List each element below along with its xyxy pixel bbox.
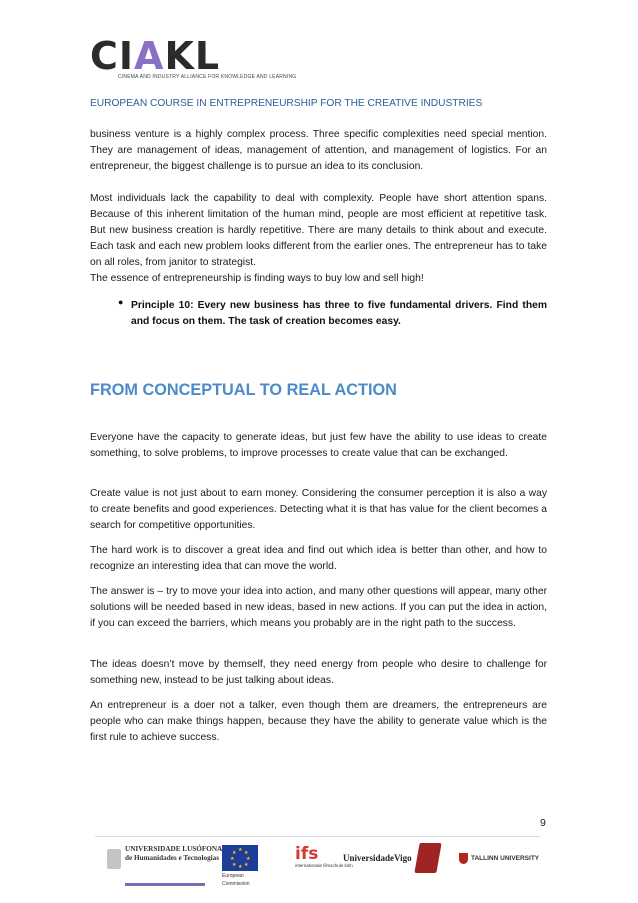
paragraph: The answer is – try to move your idea into action, and many other questions will appear, many other solutions will be needed based in new ideas, based in new actions. If you can put the idea in action, if you can exceed the barriers, which means you probably are in the right path to the success. xyxy=(90,586,547,629)
section1-paragraph-1 xyxy=(90,127,547,175)
paragraph: Everyone have the capacity to generate ideas, but just few have the ability to use ideas to create something, to solve problems, to improve processes to create value that can be exchanged. xyxy=(90,432,547,459)
lusofona-logo: UNIVERSIDADE LUSÓFONA de Humanidades e Tecnologias xyxy=(125,845,235,863)
section2-paragraph-3 xyxy=(90,543,547,575)
ifs-logo: ifs internationale filmschule köln xyxy=(295,844,353,868)
section1-paragraph-3 xyxy=(90,271,547,287)
section2-paragraph-6 xyxy=(90,698,547,746)
paragraph: The ideas doesn’t move by themself, they need energy from people who desire to challenge for something new, instead to be just talking about ideas. xyxy=(90,659,547,686)
european-commission-logo: ★ ★ ★ ★ ★ ★ ★ ★ European Commission xyxy=(222,845,262,887)
section2-paragraph-5 xyxy=(90,657,547,689)
divider xyxy=(125,883,205,886)
section1-paragraph-2 xyxy=(90,191,547,271)
partner-logos-footer xyxy=(95,836,540,893)
paragraph: An entrepreneur is a doer not a talker, even though them are dreamers, the entrepreneurs are people who can make things happen, because they have the ability to generate value which is the first rule to achieve success. xyxy=(90,700,547,743)
section2-paragraph-4 xyxy=(90,584,547,632)
course-title: EUROPEAN COURSE IN ENTREPRENEURSHIP FOR THE CREATIVE INDUSTRIES xyxy=(90,98,483,109)
tallinn-logo: TALLINN UNIVERSITY xyxy=(459,853,539,864)
section2-paragraph-2 xyxy=(90,486,547,534)
eu-flag-icon: ★ ★ ★ ★ ★ ★ ★ ★ xyxy=(222,845,258,871)
vigo-logo: UniversidadeVigo xyxy=(343,853,412,863)
section2-paragraph-1 xyxy=(90,430,547,462)
film-icon xyxy=(414,843,441,873)
page-number: 9 xyxy=(540,817,546,829)
section-heading: FROM CONCEPTUAL TO REAL ACTION xyxy=(90,381,397,399)
logo-tagline: CINEMA AND INDUSTRY ALLIANCE FOR KNOWLEDGE AND LEARNING xyxy=(118,74,297,80)
header-logo xyxy=(90,36,296,80)
ciakl-logo: CIAKL xyxy=(90,34,221,78)
paragraph: The hard work is to discover a great idea and find out which idea is better than other, and how to recognize an interesting idea that can move the world. xyxy=(90,545,547,572)
paragraph: business venture is a highly complex process. Three specific complexities need special mention. They are management of ideas, management of attention, and management of logistics. For an entrepreneur, the biggest challenge is to pursue an idea to its conclusion. xyxy=(90,129,547,172)
paragraph: Create value is not just about to earn money. Considering the consumer perception it is also a way to create benefits and good experiences. Detecting what it is that has value for the client becomes a search for competitive opportunities. xyxy=(90,488,547,531)
tallinn-emblem-icon xyxy=(459,853,468,864)
bullet-icon: ● xyxy=(118,297,124,307)
film-school-logo xyxy=(417,843,443,875)
principle-bullet: Principle 10: Every new business has three to five fundamental drivers. Find them and focus on them. The task of creation becomes easy. xyxy=(131,300,547,327)
paragraph: Most individuals lack the capability to deal with complexity. People have short attention spans. Because of this inherent limitation of the human mind, people are most efficient at repetitive task. But new business creation is hardly repetitive. There are many details to think about and execute. Each task and each new problem looks different from the earlier ones. The entrepreneur has to take on all roles, from janitor to strategist. xyxy=(90,193,547,268)
paragraph: The essence of entrepreneurship is finding ways to buy low and sell high! xyxy=(90,273,424,284)
crest-icon xyxy=(107,849,121,869)
